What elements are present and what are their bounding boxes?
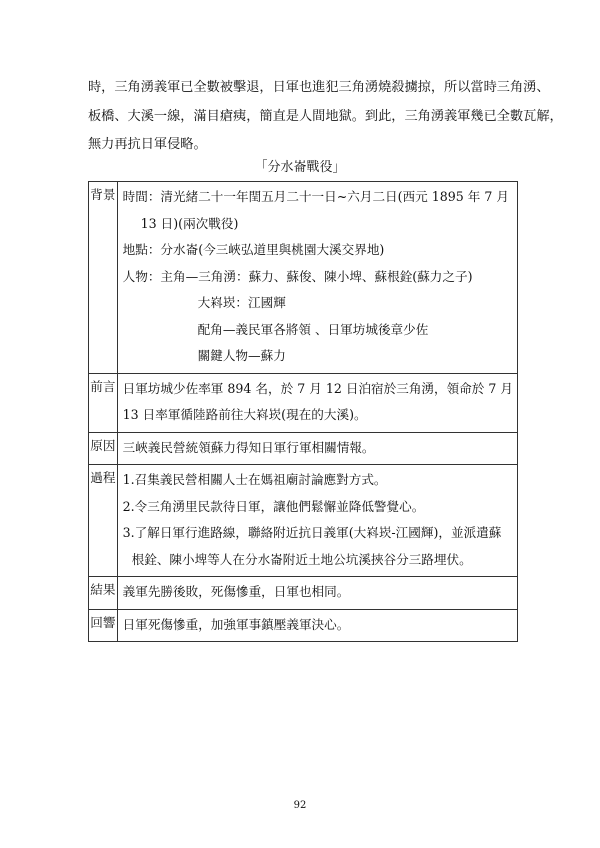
header-preface: 前言 xyxy=(89,373,118,432)
background-time: 時間：清光緒二十一年閏五月二十一日~六月二日(西元 1895 年 7 月 xyxy=(122,189,510,204)
background-location: 地點：分水崙(今三峽弘道里與桃園大溪交界地) xyxy=(122,242,385,257)
process-step: 2.令三角湧里民款待日軍，讓他們鬆懈並降低警覺心。 xyxy=(122,498,425,514)
background-supporting: 配角—義民軍各將領 、日軍坊城後章少佐 xyxy=(197,321,429,337)
cell-preface xyxy=(117,373,517,432)
table-row-preface xyxy=(89,373,518,432)
cell-background xyxy=(117,182,517,374)
result-text: 義軍先勝後敗，死傷慘重，日軍也相同。 xyxy=(122,584,350,599)
table-row-result xyxy=(89,577,518,610)
cause-text: 三峽義民營統領蘇力得知日軍行軍相關情報。 xyxy=(122,439,375,455)
cell-process xyxy=(117,465,517,577)
table-row-cause xyxy=(89,432,518,465)
page-number: 92 xyxy=(293,800,307,811)
preface-line: 日軍坊城少佐率軍 894 名，於 7 月 12 日泊宿於三角湧，領命於 7 月 xyxy=(122,380,513,396)
intro-line: 無力再抗日軍侵略。 xyxy=(88,137,207,152)
preface-line: 13 日率軍循陸路前往大嵙崁(現在的大溪)。 xyxy=(122,407,367,422)
intro-paragraph xyxy=(88,74,563,160)
cell-impact xyxy=(117,609,517,642)
header-result: 結果 xyxy=(89,577,118,610)
process-step-cont: 根銓、陳小埤等人在分水崙附近土地公坑溪挾谷分三路埋伏。 xyxy=(131,551,472,567)
header-process: 過程 xyxy=(89,465,118,577)
battle-info-table xyxy=(88,181,518,642)
cell-cause xyxy=(117,432,517,465)
background-people: 人物：主角—三角湧：蘇力、蘇俊、陳小埤、蘇根銓(蘇力之子) xyxy=(122,268,473,284)
header-cause: 原因 xyxy=(89,432,118,465)
header-impact: 回響 xyxy=(89,609,118,642)
table-row-process xyxy=(89,465,518,577)
cell-result xyxy=(117,577,517,610)
background-people-dakekan: 大嵙崁：江國輝 xyxy=(197,295,286,310)
background-time-cont: 13 日)(兩次戰役) xyxy=(140,215,239,231)
process-step: 1.召集義民營相關人士在媽祖廟討論應對方式。 xyxy=(122,472,387,487)
header-background: 背景 xyxy=(89,182,118,374)
table-title: 「分水崙戰役」 xyxy=(254,160,346,175)
intro-line: 時，三角湧義軍已全數被擊退，日軍也進犯三角湧燒殺擄掠，所以當時三角湧、 xyxy=(88,80,550,95)
table-row-background xyxy=(89,182,518,374)
background-key-person: 關鍵人物—蘇力 xyxy=(197,348,286,363)
process-step: 3.了解日軍行進路線，聯絡附近抗日義軍(大嵙崁-江國輝)，並派遣蘇 xyxy=(122,525,502,540)
impact-text: 日軍死傷慘重，加強軍事鎮壓義軍決心。 xyxy=(122,616,350,632)
intro-line: 板橋、大溪一線，滿目瘡痍，簡直是人間地獄。到此，三角湧義軍幾已全數瓦解， xyxy=(88,108,563,124)
table-row-impact xyxy=(89,609,518,642)
